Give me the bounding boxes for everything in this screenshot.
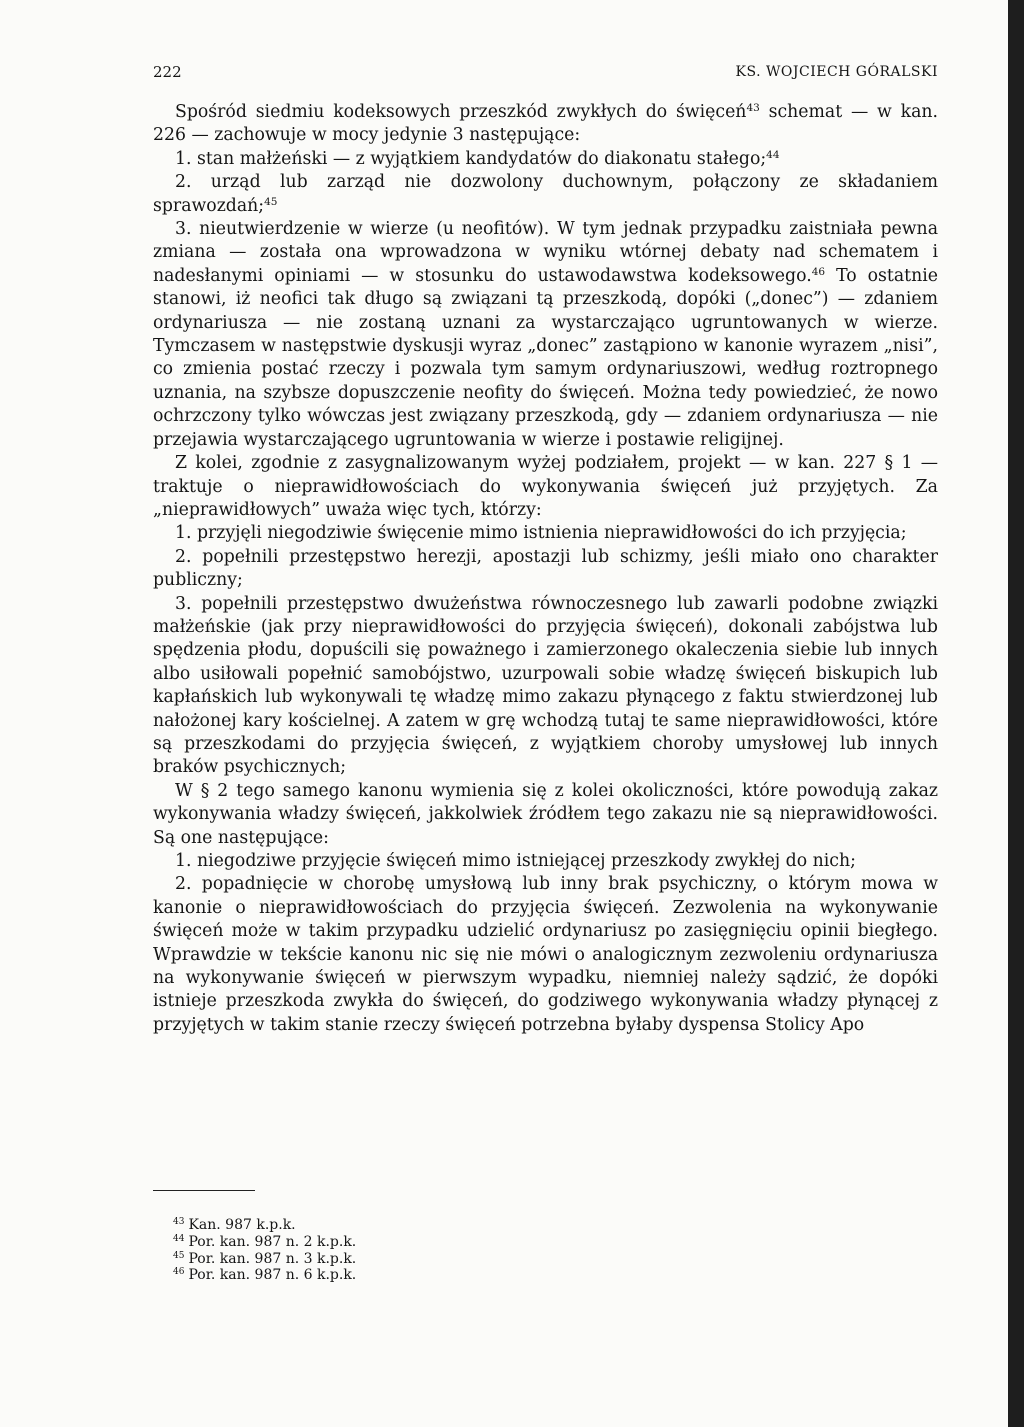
footnote-marker: 43 — [173, 1217, 185, 1227]
footnote-text: Por. kan. 987 n. 2 k.p.k. — [188, 1233, 357, 1250]
footnote-text: Kan. 987 k.p.k. — [188, 1217, 296, 1233]
footnote-46 — [173, 1267, 356, 1284]
paragraph-10: 1. niegodziwe przyjęcie święceń mimo istniejącej przeszkody zwykłej do nich; — [175, 851, 856, 871]
paragraph-1: Spośród siedmiu kodeksowych przeszkód zwykłych do święceń$^{43}$ schemat — w kan. 226 — zachowuje w mocy jedynie 3 następujące: — [153, 102, 939, 146]
paragraph-5: Z kolei, zgodnie z zasygnalizowanym wyżej podziałem, projekt — w kan. 227 § 1 — traktuje o nieprawidłowościach do wykonywania święceń już przyjętych. Za „nieprawidłowych” uważa więc tych, którzy: — [153, 453, 938, 520]
footnote-marker: 46 — [173, 1267, 185, 1278]
page-edge — [1008, 0, 1024, 1427]
footnote-marker: 44 — [173, 1233, 185, 1244]
page-header — [153, 61, 938, 83]
running-head: KS. WOJCIECH GÓRALSKI — [735, 64, 938, 80]
main-text — [153, 101, 938, 1037]
paragraph-7: 2. popełnili przestępstwo herezji, apostazji lub schizmy, jeśli miało ono charakter publiczny; — [153, 546, 938, 591]
footnote-marker: 45 — [173, 1250, 185, 1261]
paragraph-3: 2. urząd lub zarząd nie dozwolony duchownym, połączony ze składaniem sprawozdań;$^{45}$ — [153, 172, 938, 216]
footnote-text: Por. kan. 987 n. 6 k.p.k. — [188, 1267, 357, 1284]
footnote-text: Por. kan. 987 n. 3 k.p.k. — [188, 1250, 357, 1267]
footnote-43 — [173, 1217, 356, 1234]
footnote-45 — [173, 1251, 356, 1268]
paragraph-6: 1. przyjęli niegodziwie święcenie mimo istnienia nieprawidłowości do ich przyjęcia; — [175, 523, 907, 544]
paragraph-4: 3. nieutwierdzenie w wierze (u neofitów). W tym jednak przypadku zaistniała pewna zmiana — została ona wprowadzona w wyniku wtórnej debaty nad schematem i nadesłanymi opiniami — w stosunku do ustawodawstwa kodeksowego.$^{46}$ To ostatnie stanowi, iż neofici tak długo są związani tą przeszkodą, dopóki („donec”) — zdaniem ordynariusza — nie zostaną uznani za wystarczająco ugruntowanych w wierze. Tymczasem w następstwie dyskusji wyraz „donec” zastąpiono w kanonie wyrazem „nisi”, co zmienia postać rzeczy i pozwala tym samym ordynariuszowi, według roztropnego uznania, na szybsze dopuszczenie neofity do święceń. Można tedy powiedzieć, że nowo ochrzczony tylko wówczas jest związany przeszkodą, gdy — zdaniem ordynariusza — nie przejawia wystarczającego ugruntowania w wierze i postawie religijnej. — [153, 219, 938, 450]
footnote-rule — [153, 1190, 255, 1191]
footnote-44 — [173, 1234, 356, 1251]
paragraph-11: 2. popadnięcie w chorobę umysłową lub inny brak psychiczny, o którym mowa w kanonie o nieprawidłowościach do przyjęcia święceń. Zezwolenia na wykonywanie święceń może w takim przypadku udzielić ordynariusz po zasięgnięciu opinii biegłego. Wprawdzie w tekście kanonu nic się nie mówi o analogicznym zezwoleniu ordynariusza na wykonywanie święceń w pierwszym wypadku, niemniej należy sądzić, że dopóki istnieje przeszkoda zwykła do święceń, do godziwego wykonywania władzy płynącej z przyjętych w takim stanie rzeczy święceń potrzebna byłaby dyspensa Stolicy Apo — [153, 874, 938, 1035]
footnotes — [173, 1217, 356, 1284]
paragraph-9: W § 2 tego samego kanonu wymienia się z kolei okoliczności, które powodują zakaz wykonywania władzy święceń, jakkolwiek źródłem tego zakazu nie są nieprawidłowości. Są one następujące: — [153, 780, 938, 848]
page-number: 222 — [153, 63, 182, 81]
paragraph-8: 3. popełnili przestępstwo dwużeństwa równoczesnego lub zawarli podobne związki małżeńskie (jak przy nieprawidłowości do przyjęcia święceń), dokonali zabójstwa lub spędzenia płodu, dopuścili się poważnego i zamierzonego okaleczenia siebie lub innych albo usiłowali popełnić samobójstwo, uzurpowali sobie władzę święceń biskupich lub kapłańskich lub wykonywali tę władzę mimo zakazu płynącego z faktu stwierdzonej lub nałożonej kary kościelnej. A zatem w grę wchodzą tutaj te same nieprawidłowości, które są przeszkodami do przyjęcia święceń, z wyjątkiem choroby umysłowej lub innych braków psychicznych; — [153, 593, 938, 778]
paragraph-2: 1. stan małżeński — z wyjątkiem kandydatów do diakonatu stałego;$^{44}$ — [175, 148, 780, 169]
